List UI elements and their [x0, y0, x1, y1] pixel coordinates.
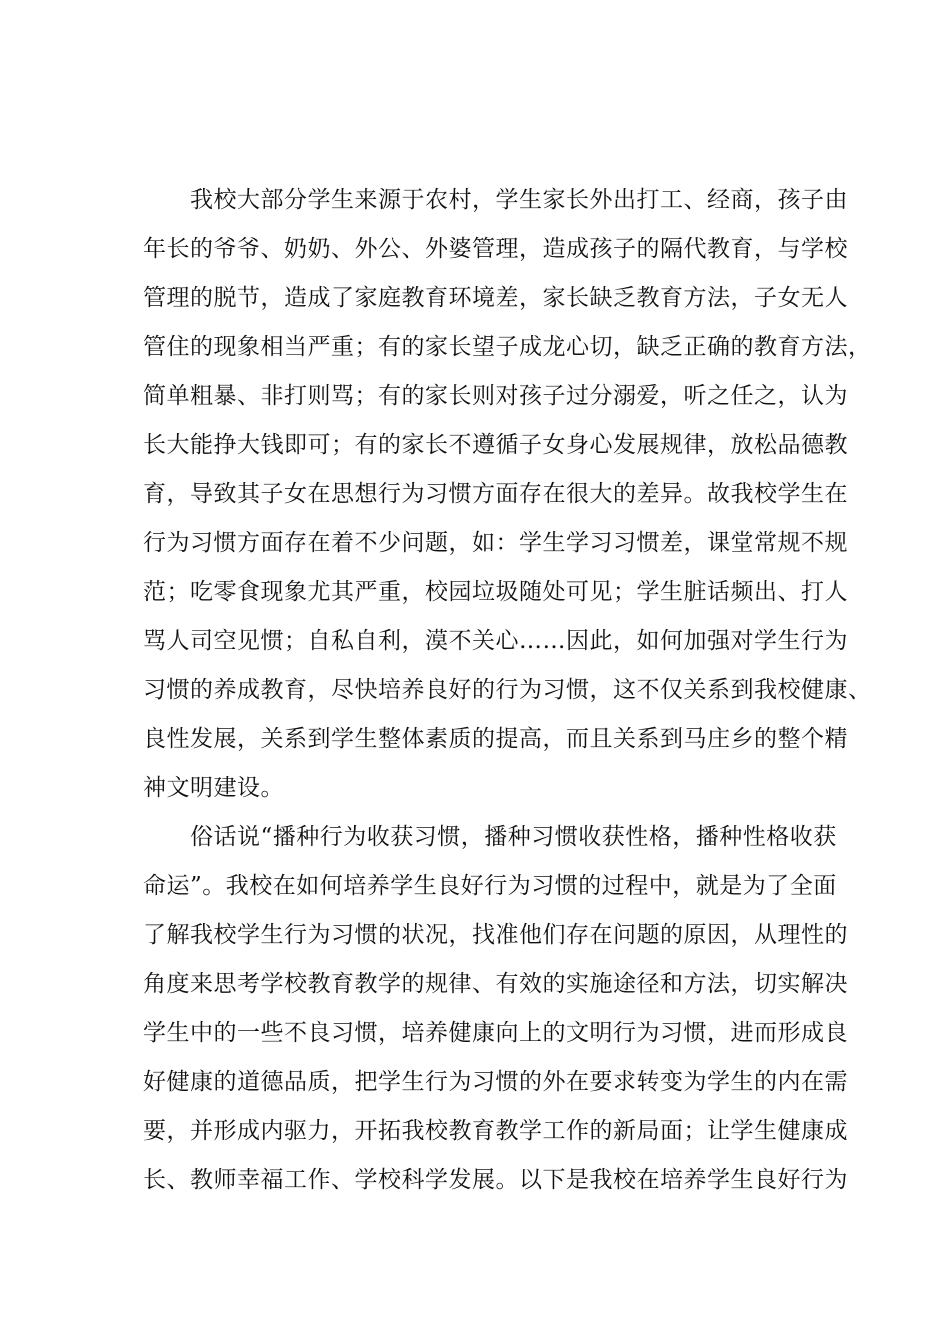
body-text: [143, 176, 872, 1205]
paragraph-1-line-2: 年长的爷爷、奶奶、外公、外婆管理，造成孩子的隔代教育，与学校: [143, 236, 848, 262]
paragraph-2-line-3: 了解我校学生行为习惯的状况，找准他们存在问题的原因，从理性的: [143, 922, 848, 948]
paragraph-1-line-3: 管理的脱节，造成了家庭教育环境差，家长缺乏教育方法，子女无人: [143, 285, 848, 311]
paragraph-1-line-8: 行为习惯方面存在着不少问题，如：学生学习习惯差，课堂常规不规: [143, 530, 848, 556]
paragraph-2-line-8: 长、教师幸福工作、学校科学发展。以下是我校在培养学生良好行为: [143, 1167, 848, 1193]
paragraph-2-line-7: 要，并形成内驱力，开拓我校教育教学工作的新局面；让学生健康成: [143, 1118, 848, 1144]
paragraph-2-line-4: 角度来思考学校教育教学的规律、有效的实施途径和方法，切实解决: [143, 971, 848, 997]
paragraph-1-line-10: 骂人司空见惯；自私自利，漠不关心……因此，如何加强对学生行为: [143, 628, 848, 654]
paragraph-2-line-1: 俗话说“播种行为收获习惯，播种习惯收获性格，播种性格收获: [190, 824, 837, 850]
paragraph-1-line-11: 习惯的养成教育，尽快培养良好的行为习惯，这不仅关系到我校健康、: [143, 677, 872, 703]
paragraph-1-line-4: 管住的现象相当严重；有的家长望子成龙心切，缺乏正确的教育方法，: [143, 334, 872, 360]
paragraph-1-line-1: 我校大部分学生来源于农村，学生家长外出打工、经商，孩子由: [190, 187, 848, 213]
paragraph-1-line-9: 范；吃零食现象尤其严重，校园垃圾随处可见；学生脏话频出、打人: [143, 579, 848, 605]
paragraph-1-line-13: 神文明建设。: [143, 775, 284, 801]
paragraph-1-line-12: 良性发展，关系到学生整体素质的提高，而且关系到马庄乡的整个精: [143, 726, 848, 752]
paragraph-2-line-5: 学生中的一些不良习惯，培养健康向上的文明行为习惯，进而形成良: [143, 1020, 848, 1046]
paragraph-1-line-7: 育，导致其子女在思想行为习惯方面存在很大的差异。故我校学生在: [143, 481, 848, 507]
paragraph-1-line-5: 简单粗暴、非打则骂；有的家长则对孩子过分溺爱，听之任之，认为: [143, 383, 848, 409]
paragraph-2-line-2: 命运”。我校在如何培养学生良好行为习惯的过程中，就是为了全面: [143, 873, 837, 899]
paragraph-1-line-6: 长大能挣大钱即可；有的家长不遵循子女身心发展规律，放松品德教: [143, 432, 848, 458]
paragraph-2-line-6: 好健康的道德品质，把学生行为习惯的外在要求转变为学生的内在需: [143, 1069, 848, 1095]
